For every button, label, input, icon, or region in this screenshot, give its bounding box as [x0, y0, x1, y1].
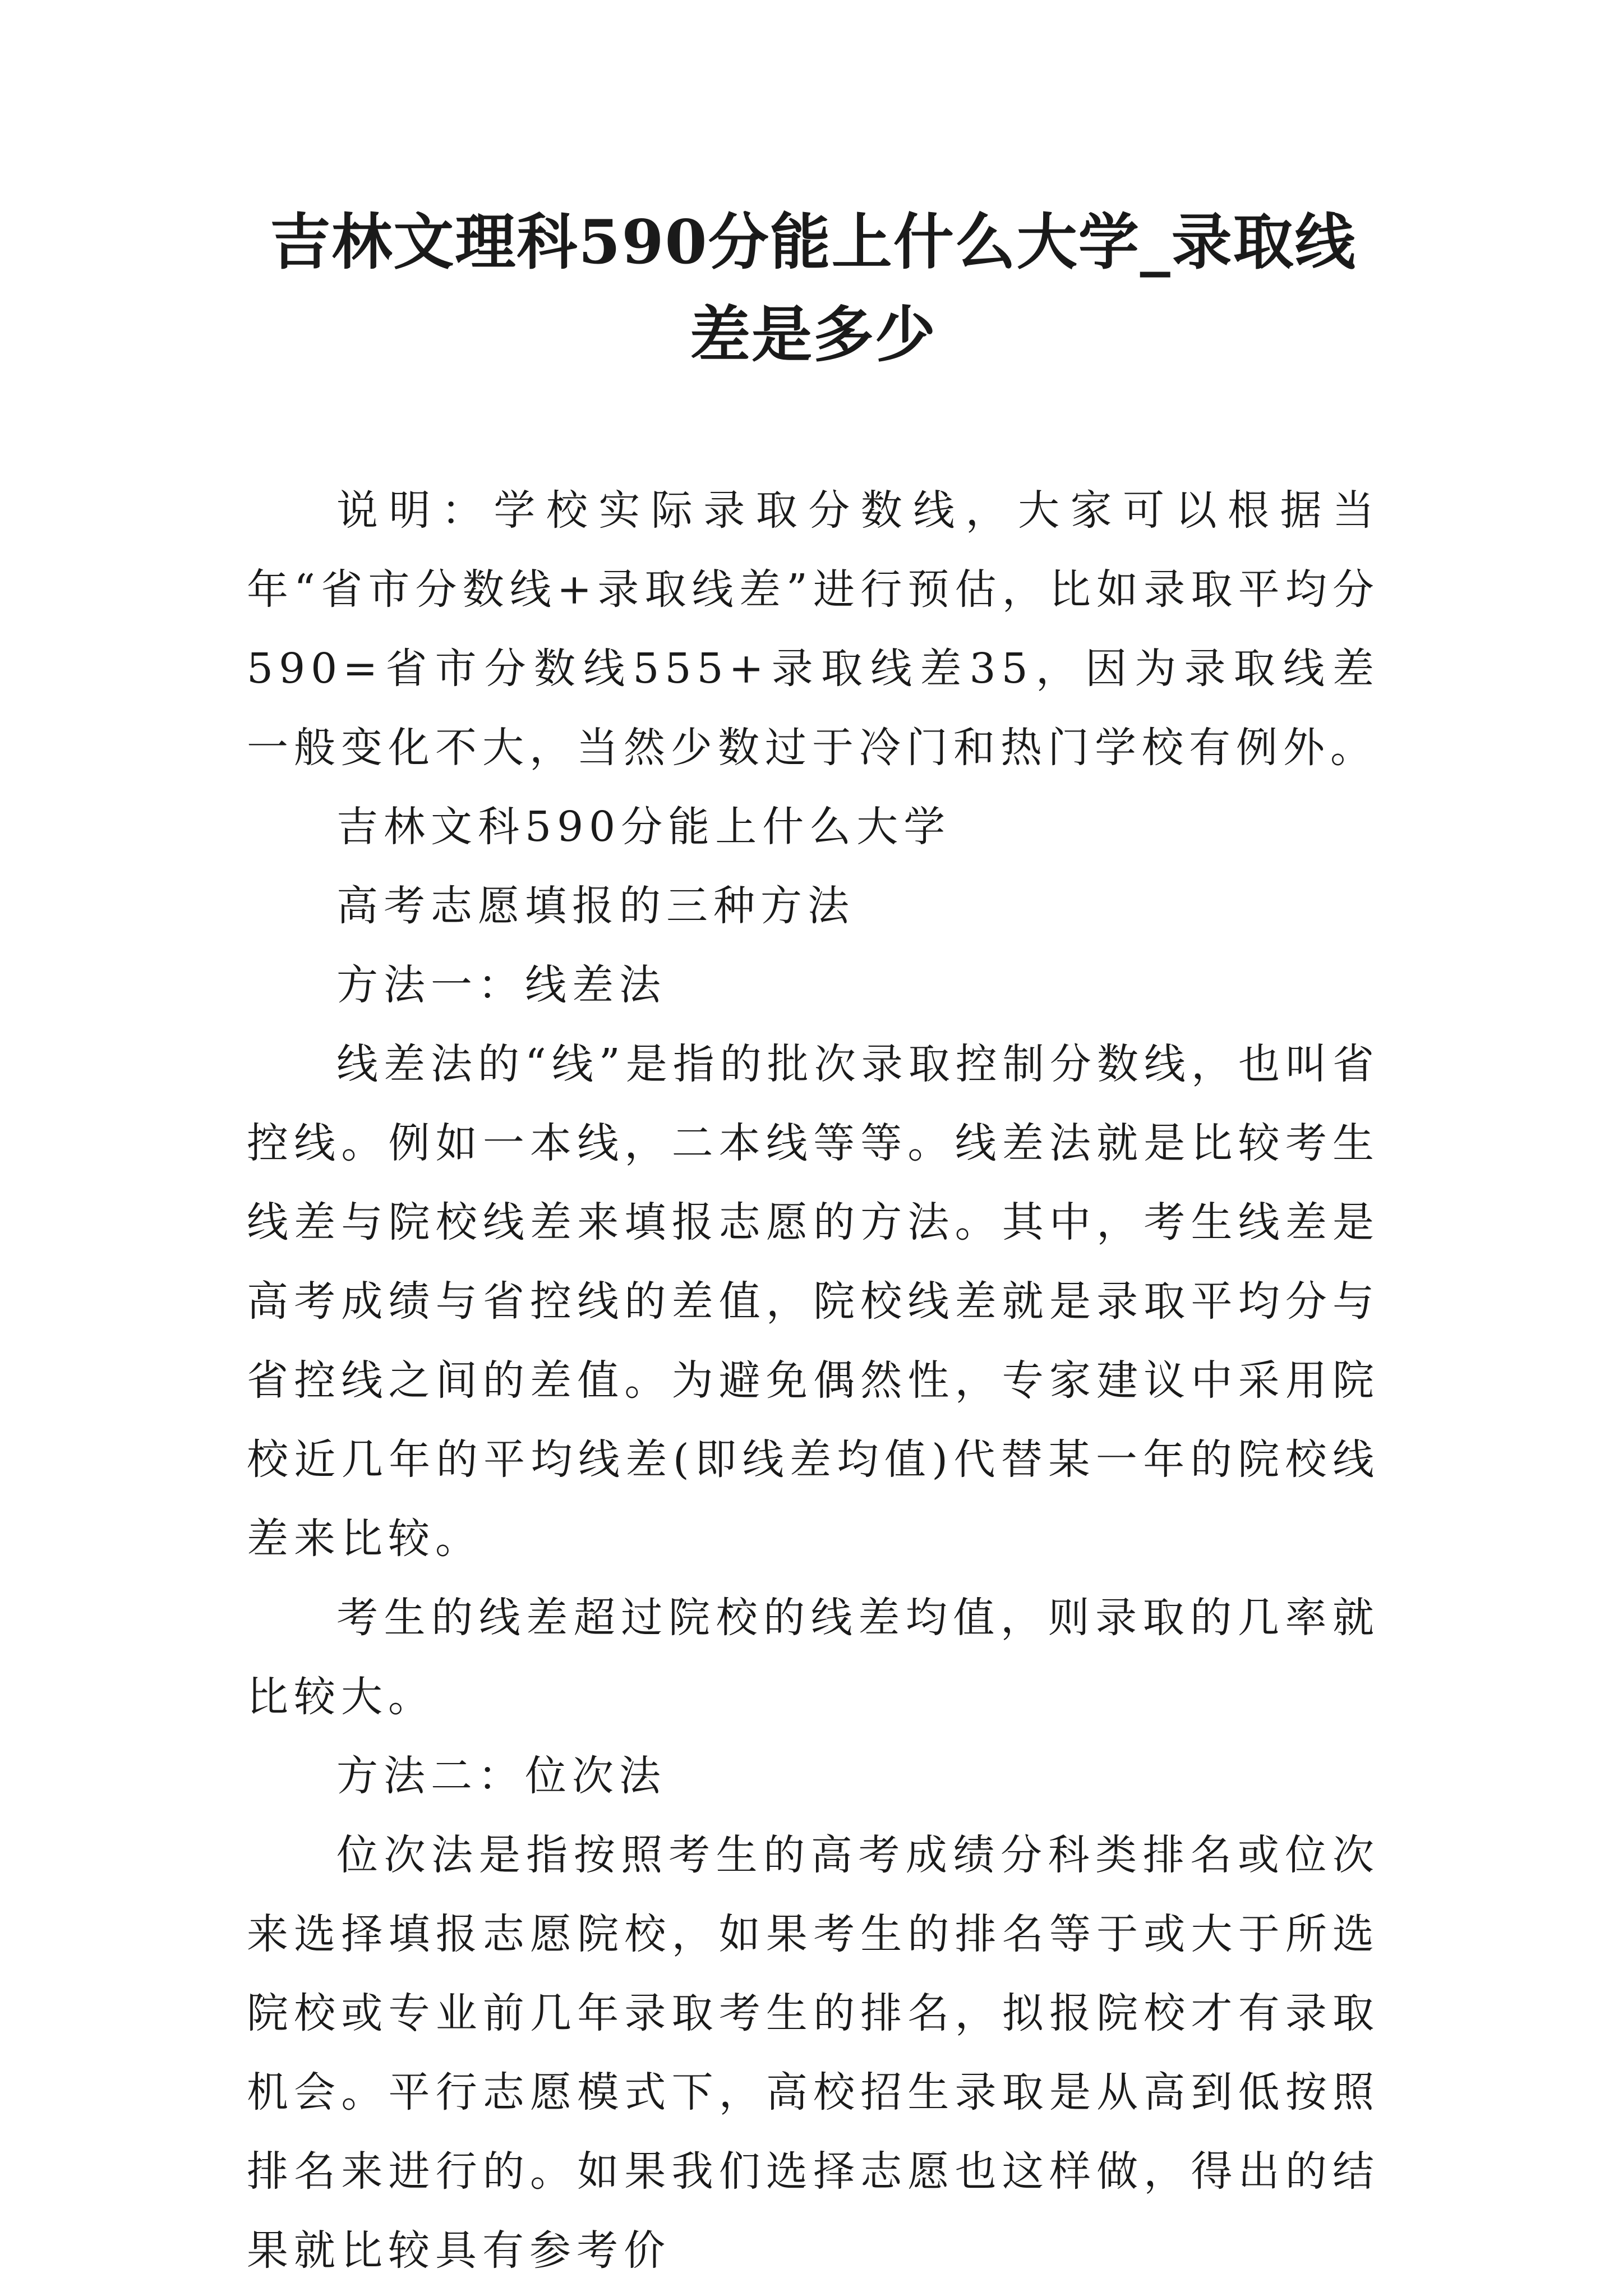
paragraph-method-two-heading: 方法二：位次法: [336, 1752, 666, 1800]
paragraph-explanation: 说明：学校实际录取分数线，大家可以根据当年“省市分数线+录取线差”进行预估，比如录取平均分590=省市分数线555+录取线差35，因为录取线差一般变化不大，当然少数过于冷门和热门学校有例外。: [247, 486, 1380, 772]
paragraph-method-one-heading: 方法一：线差法: [336, 961, 666, 1009]
document-title: 吉林文理科590分能上什么大学_录取线差是多少: [270, 207, 1357, 370]
document-body: [247, 471, 1380, 2290]
paragraph-section-heading: 高考志愿填报的三种方法: [336, 882, 855, 930]
paragraph-subtitle: 吉林文科590分能上什么大学: [336, 803, 951, 851]
paragraph-method-two-body: 位次法是指按照考生的高考成绩分科类排名或位次来选择填报志愿院校，如果考生的排名等于或大于所选院校或专业前几年录取考生的排名，拟报院校才有录取机会。平行志愿模式下，高校招生录取是从高到低按照排名来进行的。如果我们选择志愿也这样做，得出的结果就比较具有参考价: [247, 1831, 1380, 2275]
paragraph-method-one-body: 线差法的“线”是指的批次录取控制分数线，也叫省控线。例如一本线，二本线等等。线差法就是比较考生线差与院校线差来填报志愿的方法。其中，考生线差是高考成绩与省控线的差值，院校线差就是录取平均分与省控线之间的差值。为避免偶然性，专家建议中采用院校近几年的平均线差(即线差均值)代替某一年的院校线差来比较。: [247, 1040, 1380, 1563]
paragraph-method-one-conclusion: 考生的线差超过院校的线差均值，则录取的几率就比较大。: [247, 1594, 1380, 1721]
